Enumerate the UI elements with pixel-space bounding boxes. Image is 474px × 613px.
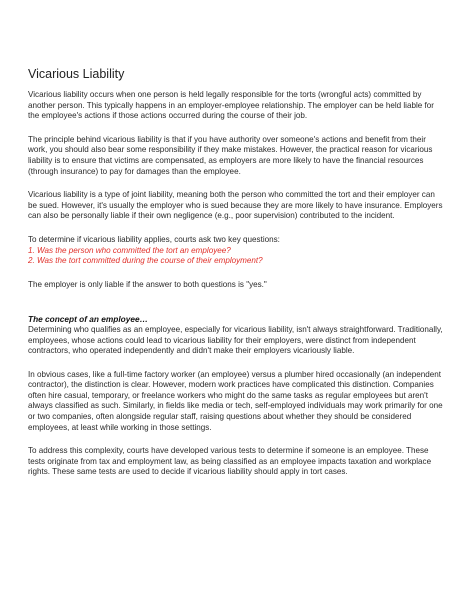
liability-condition: The employer is only liable if the answer to both questions is "yes.": [28, 279, 267, 289]
spacer: [28, 303, 444, 314]
principle-paragraph: The principle behind vicarious liability is that if you have authority over someone's actions and benefit from their work, you should also bear some responsibility if they make mistakes. However, the practical reason for vicarious liability is to ensure that victims are compensated, as employers are more likely to have the financial resources (through insurance) to pay for damages than the employee.: [28, 134, 433, 176]
section-heading: The concept of an employee…: [28, 314, 148, 325]
obvious-cases-paragraph: In obvious cases, like a full-time factory worker (an employee) versus a plumber hired occasionally (an independent contractor), the distinction is clear. However, modern work practices have complicated this distinction. Companies often hire casual, temporary, or freelance workers who might do the same tasks as regular employees but aren't always classified as such. Similarly, in fields like media or tech, self-employed individuals may work primarily for one or two companies, often alongside regular staff, raising questions about whether they should be considered employees, at least while working in those settings.: [28, 369, 443, 432]
spacer: [28, 122, 444, 135]
tests-paragraph: To address this complexity, courts have developed various tests to determine if someone is an employee. These tests originate from tax and employment law, as being classified as an employee impacts taxation and workplace rights. These same tests are used to decide if vicarious liability should apply in tort cases.: [28, 446, 432, 477]
spacer: [28, 177, 444, 190]
questions-intro: To determine if vicarious liability applies, courts ask two key questions:: [28, 234, 280, 244]
employee-paragraph: Determining who qualifies as an employee, especially for vicarious liability, isn't always straightforward. Traditionally, employees, whose actions could lead to vicarious liability for their employers, were distinct from independent contractors, who operated independently and didn't make their employers vicariously liable.: [28, 324, 443, 356]
document-title: Vicarious Liability: [28, 67, 125, 81]
spacer: [28, 222, 444, 235]
spacer: [28, 433, 444, 446]
joint-liability-paragraph: Vicarious liability is a type of joint liability, meaning both the person who committed the tort and their employer can be sued. However, it's usually the employer who is sued because they are more likely to have insurance. Employers can also be personally liable if their own negligence (e.g., poor supervision) contributed to the incident.: [28, 190, 443, 221]
spacer: [28, 267, 444, 280]
question-1: 1. Was the person who committed the tort an employee?: [28, 245, 231, 255]
intro-paragraph: Vicarious liability occurs when one person is held legally responsible for the torts (wrongful acts) committed by another person. This typically happens in an employer-employee relationship. The employer can be held liable for the employee's actions if those actions occurred during the course of their job.: [28, 90, 434, 121]
spacer: [28, 357, 444, 370]
question-2: 2. Was the tort committed during the course of their employment?: [28, 256, 263, 266]
spacer: [28, 290, 444, 303]
